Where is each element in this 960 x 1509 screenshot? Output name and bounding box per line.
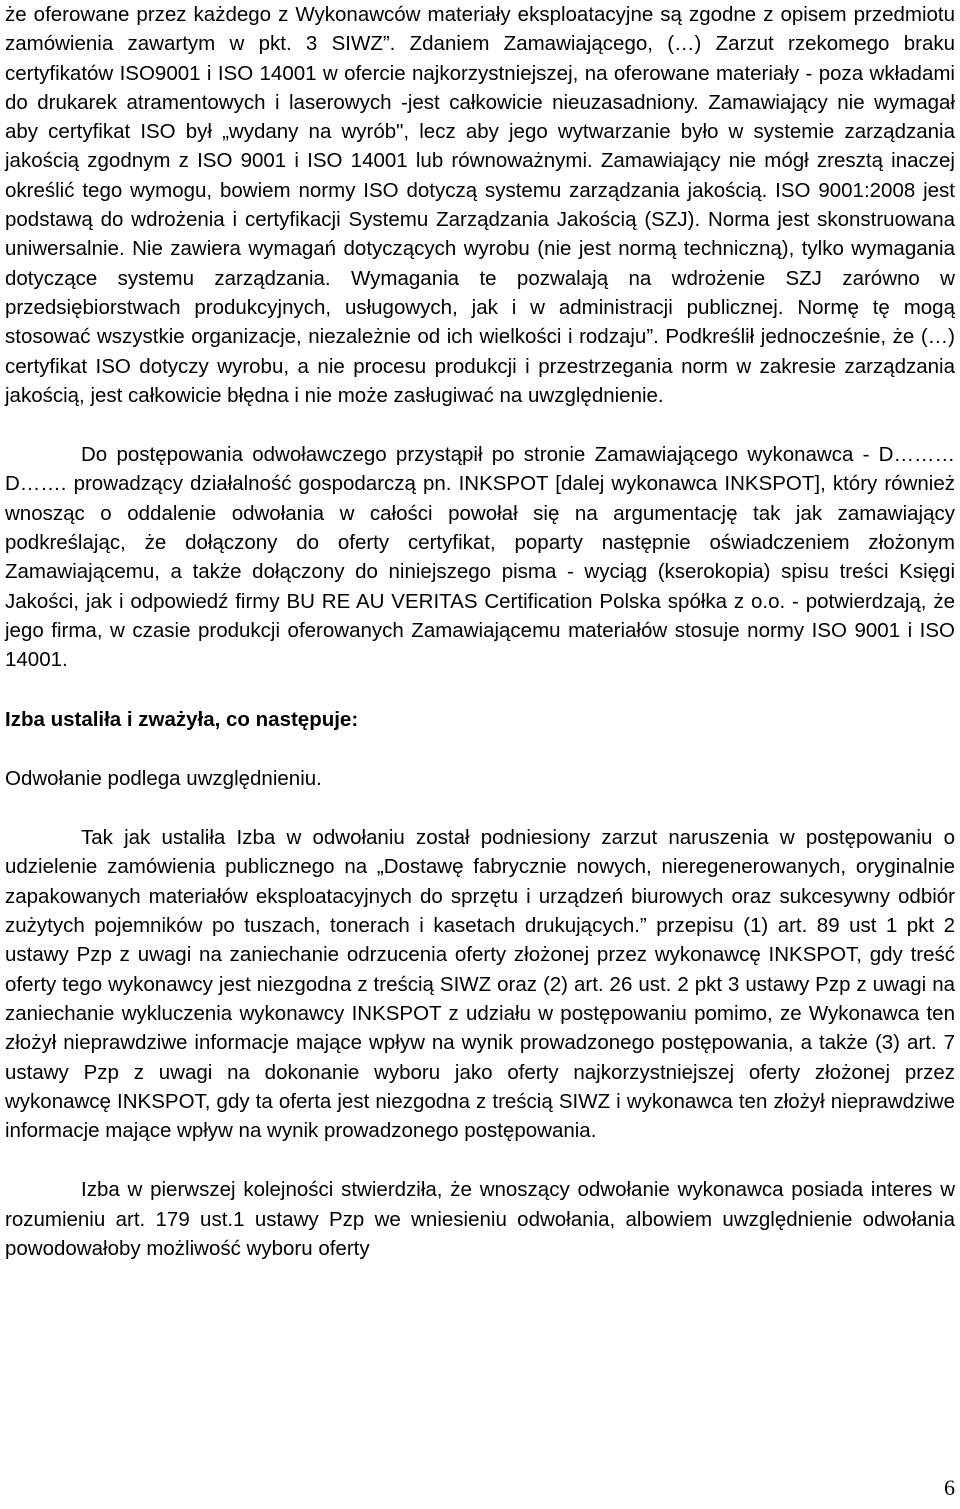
paragraph-zamawiajacy-argument: że oferowane przez każdego z Wykonawców materiały eksploatacyjne są zgodne z opisem przedmiotu zamówienia zawartym w pkt. 3 SIWZ”. Zdaniem Zamawiającego, (…) Zarzut rzekomego braku certyfikatów ISO9001 i ISO 14001 w ofercie najkorzystniejszej, na oferowane materiały - poza wkładami do drukarek atramentowych i laserowych -jest całkowicie nieuzasadniony. Zamawiający nie wymagał aby certyfikat ISO był „wydany na wyrób", lecz aby jego wytwarzanie było w systemie zarządzania jakością zgodnym z ISO 9001 i ISO 14001 lub równoważnymi. Zamawiający nie mógł zresztą inaczej określić tego wymogu, bowiem normy ISO dotyczą systemu zarządzania jakością. ISO 9001:2008 jest podstawą do wdrożenia i certyfikacji Systemu Zarządzania Jakością (SZJ). Norma jest skonstruowana uniwersalnie. Nie zawiera wymagań dotyczących wyrobu (nie jest normą techniczną), tylko wymagania dotyczące systemu zarządzania. Wymagania te pozwalają na wdrożenie SZJ zarówno w przedsiębiorstwach produkcyjnych, usługowych, jak i w administracji publicznej. Normę tę mogą stosować wszystkie organizacje, niezależnie od ich wielkości i rodzaju”. Podkreślił jednocześnie, że (…) certyfikat ISO dotyczy wyrobu, a nie procesu produkcji i przestrzegania norm w zakresie zarządzania jakością, jest całkowicie błędna i nie może zasługiwać na uwzględnienie. — [5, 3, 955, 407]
paragraph-przystepujacy: Do postępowania odwoławczego przystąpił po stronie Zamawiającego wykonawca - D……… D……. prowadzący działalność gospodarczą pn. INKSPOT [dalej wykonawca INKSPOT], który również wnosząc o oddalenie odwołania w całości powołał się na argumentację tak jak zamawiający podkreślając, że dołączony do oferty certyfikat, poparty następnie oświadczeniem złożonym Zamawiającemu, a także dołączony do niniejszego pisma - wyciąg (kserokopia) spisu treści Księgi Jakości, jak i odpowiedź firmy BU RE AU VERITAS Certification Polska spółka z o.o. - potwierdzają, że jego firma, w czasie produkcji oferowanych Zamawiającemu materiałów stosuje normy ISO 9001 i ISO 14001. — [5, 443, 955, 672]
paragraph-rozstrzygniecie: Odwołanie podlega uwzględnieniu. — [5, 766, 322, 790]
page-number: 6 — [944, 1475, 955, 1500]
paragraph-interes: Izba w pierwszej kolejności stwierdziła, że wnoszący odwołanie wykonawca posiada interes w rozumieniu art. 179 ust.1 ustawy Pzp we wniesieniu odwołania, albowiem uwzględnienie odwołania powodowałoby możliwość wyboru oferty — [5, 1178, 955, 1260]
document-page — [5, 0, 955, 1263]
section-heading: Izba ustaliła i zważyła, co następuje: — [5, 707, 359, 731]
paragraph-zarzuty: Tak jak ustaliła Izba w odwołaniu został podniesiony zarzut naruszenia w postępowaniu o udzielenie zamówienia publicznego na „Dostawę fabrycznie nowych, nieregenerowanych, oryginalnie zapakowanych materiałów eksploatacyjnych do sprzętu i urządzeń biurowych oraz sukcesywny odbiór zużytych pojemników po tuszach, tonerach i kasetach drukujących.” przepisu (1) art. 89 ust 1 pkt 2 ustawy Pzp z uwagi na zaniechanie odrzucenia oferty złożonej przez wykonawcę INKSPOT, gdy treść oferty tego wykonawcy jest niezgodna z treścią SIWZ oraz (2) art. 26 ust. 2 pkt 3 ustawy Pzp z uwagi na zaniechanie wykluczenia wykonawcy INKSPOT z udziału w postępowaniu pomimo, ze Wykonawca ten złożył nieprawdziwe informacje mające wpływ na wynik prowadzonego postępowania, a także (3) art. 7 ustawy Pzp z uwagi na dokonanie wyboru jako oferty najkorzystniejszej oferty złożonej przez wykonawcę INKSPOT, gdy ta oferta jest niezgodna z treścią SIWZ i wykonawca ten złożył nieprawdziwe informacje mające wpływ na wynik prowadzonego postępowania. — [5, 826, 955, 1143]
